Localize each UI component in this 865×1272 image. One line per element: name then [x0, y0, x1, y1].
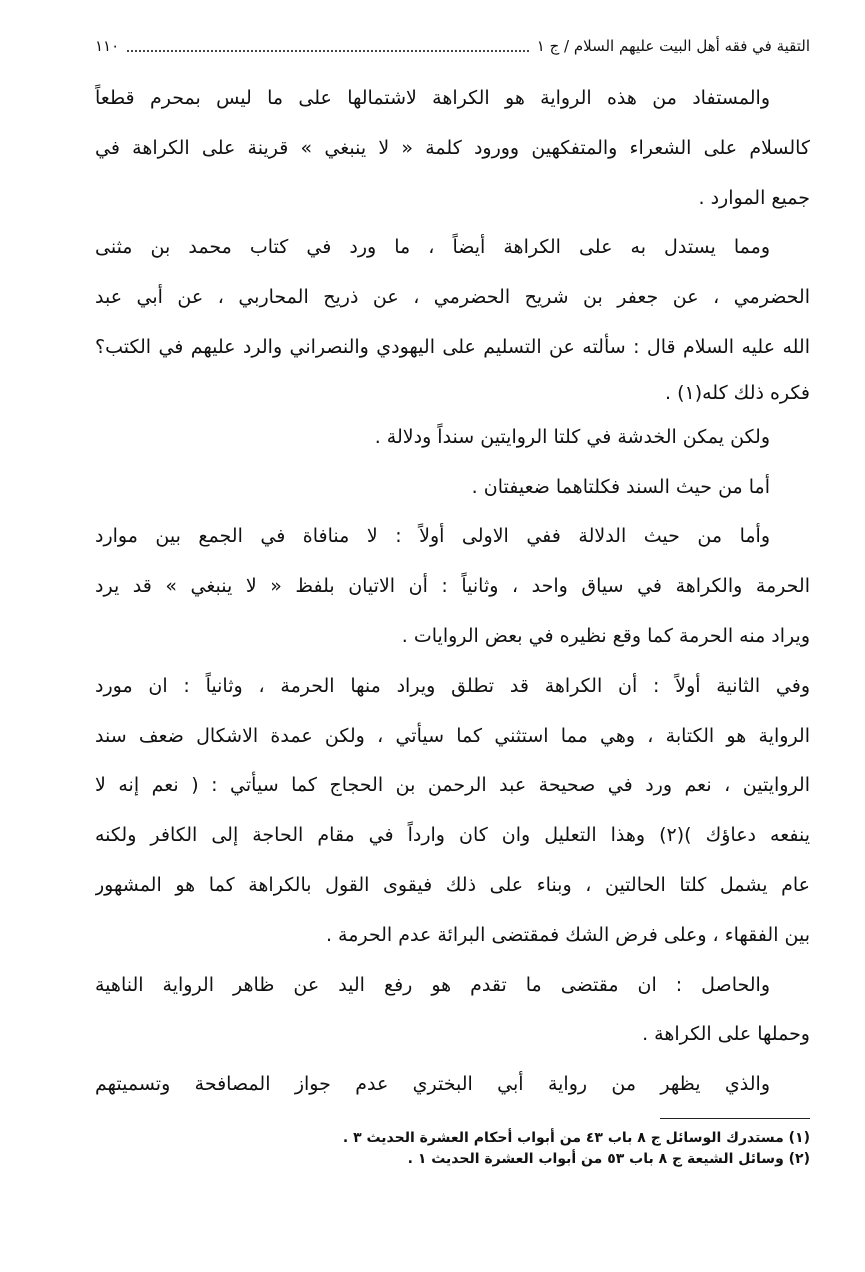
text-line: الروايتين ، نعم ورد في صحيحة عبد الرحمن بن الحجاج كما سيأتي : ( نعم إنه لا — [95, 774, 810, 797]
running-header — [95, 32, 810, 60]
body-text — [95, 74, 810, 1110]
text-line: الحضرمي ، عن جعفر بن شريح الحضرمي ، عن ذريح المحاربي ، عن أبي عبد — [95, 286, 810, 309]
footnote: (٢) وسائل الشيعة ج ٨ باب ٥٣ من أبواب العشرة الحديث ١ . — [407, 1151, 810, 1167]
text-line: أما من حيث السند فكلتاهما ضعيفتان . — [471, 475, 770, 498]
page-number: ١١٠ — [95, 37, 120, 55]
text-line: والذي يظهر من رواية أبي البختري عدم جواز المصافحة وتسميتهم — [95, 1073, 770, 1096]
text-line: جميع الموارد . — [698, 186, 810, 209]
footnote: (١) مستدرك الوسائل ج ٨ باب ٤٣ من أبواب أحكام العشرة الحديث ٣ . — [342, 1130, 810, 1146]
footnotes — [250, 1128, 810, 1170]
text-line: ولكن يمكن الخدشة في كلتا الروايتين سنداً ودلالة . — [374, 425, 770, 448]
text-line: والحاصل : ان مقتضى ما تقدم هو رفع اليد عن ظاهر الرواية الناهية — [95, 973, 770, 996]
text-line: بين الفقهاء ، وعلى فرض الشك فمقتضى البرائة عدم الحرمة . — [325, 923, 810, 946]
text-line: ويراد منه الحرمة كما وقع نظيره في بعض الروايات . — [401, 624, 810, 647]
text-line: كالسلام على الشعراء والمتفكهين وورود كلمة « لا ينبغي » قرينة على الكراهة في — [95, 136, 810, 159]
text-line: والمستفاد من هذه الرواية هو الكراهة لاشتمالها على ما ليس بمحرم قطعاً — [95, 87, 770, 109]
text-line: عام يشمل كلتا الحالتين ، وبناء على ذلك فيقوى القول بالكراهة كما هو المشهور — [95, 873, 810, 896]
leader-dots — [127, 40, 529, 52]
text-line: وأما من حيث الدلالة ففي الاولى أولاً : لا منافاة في الجمع بين موارد — [95, 525, 770, 548]
text-line: ينفعه دعاؤك )(٢) وهذا التعليل وان كان وارداً في مقام الحاجة إلى الكافر ولكنه — [95, 824, 810, 847]
running-title: التقية في فقه أهل البيت عليهم السلام / ج ١ — [536, 37, 810, 55]
text-line: الرواية هو الكتابة ، وهي مما استثني كما سيأتي ، ولكن عمدة الاشكال ضعف سند — [95, 724, 810, 747]
text-line: فكره ذلك كله(١) . — [664, 381, 810, 404]
footnote-divider — [660, 1118, 810, 1119]
text-line: وفي الثانية أولاً : أن الكراهة قد تطلق ويراد منها الحرمة ، وثانياً : ان مورد — [95, 674, 810, 697]
text-line: وحملها على الكراهة . — [642, 1023, 810, 1046]
text-line: الله عليه السلام قال : سألته عن التسليم على اليهودي والنصراني والرد عليهم في الكتب؟ — [95, 335, 810, 358]
text-line: ومما يستدل به على الكراهة أيضاً ، ما ورد في كتاب محمد بن مثنى — [95, 236, 770, 259]
text-line: الحرمة والكراهة في سياق واحد ، وثانياً : أن الاتيان بلفظ « لا ينبغي » قد يرد — [95, 575, 810, 598]
